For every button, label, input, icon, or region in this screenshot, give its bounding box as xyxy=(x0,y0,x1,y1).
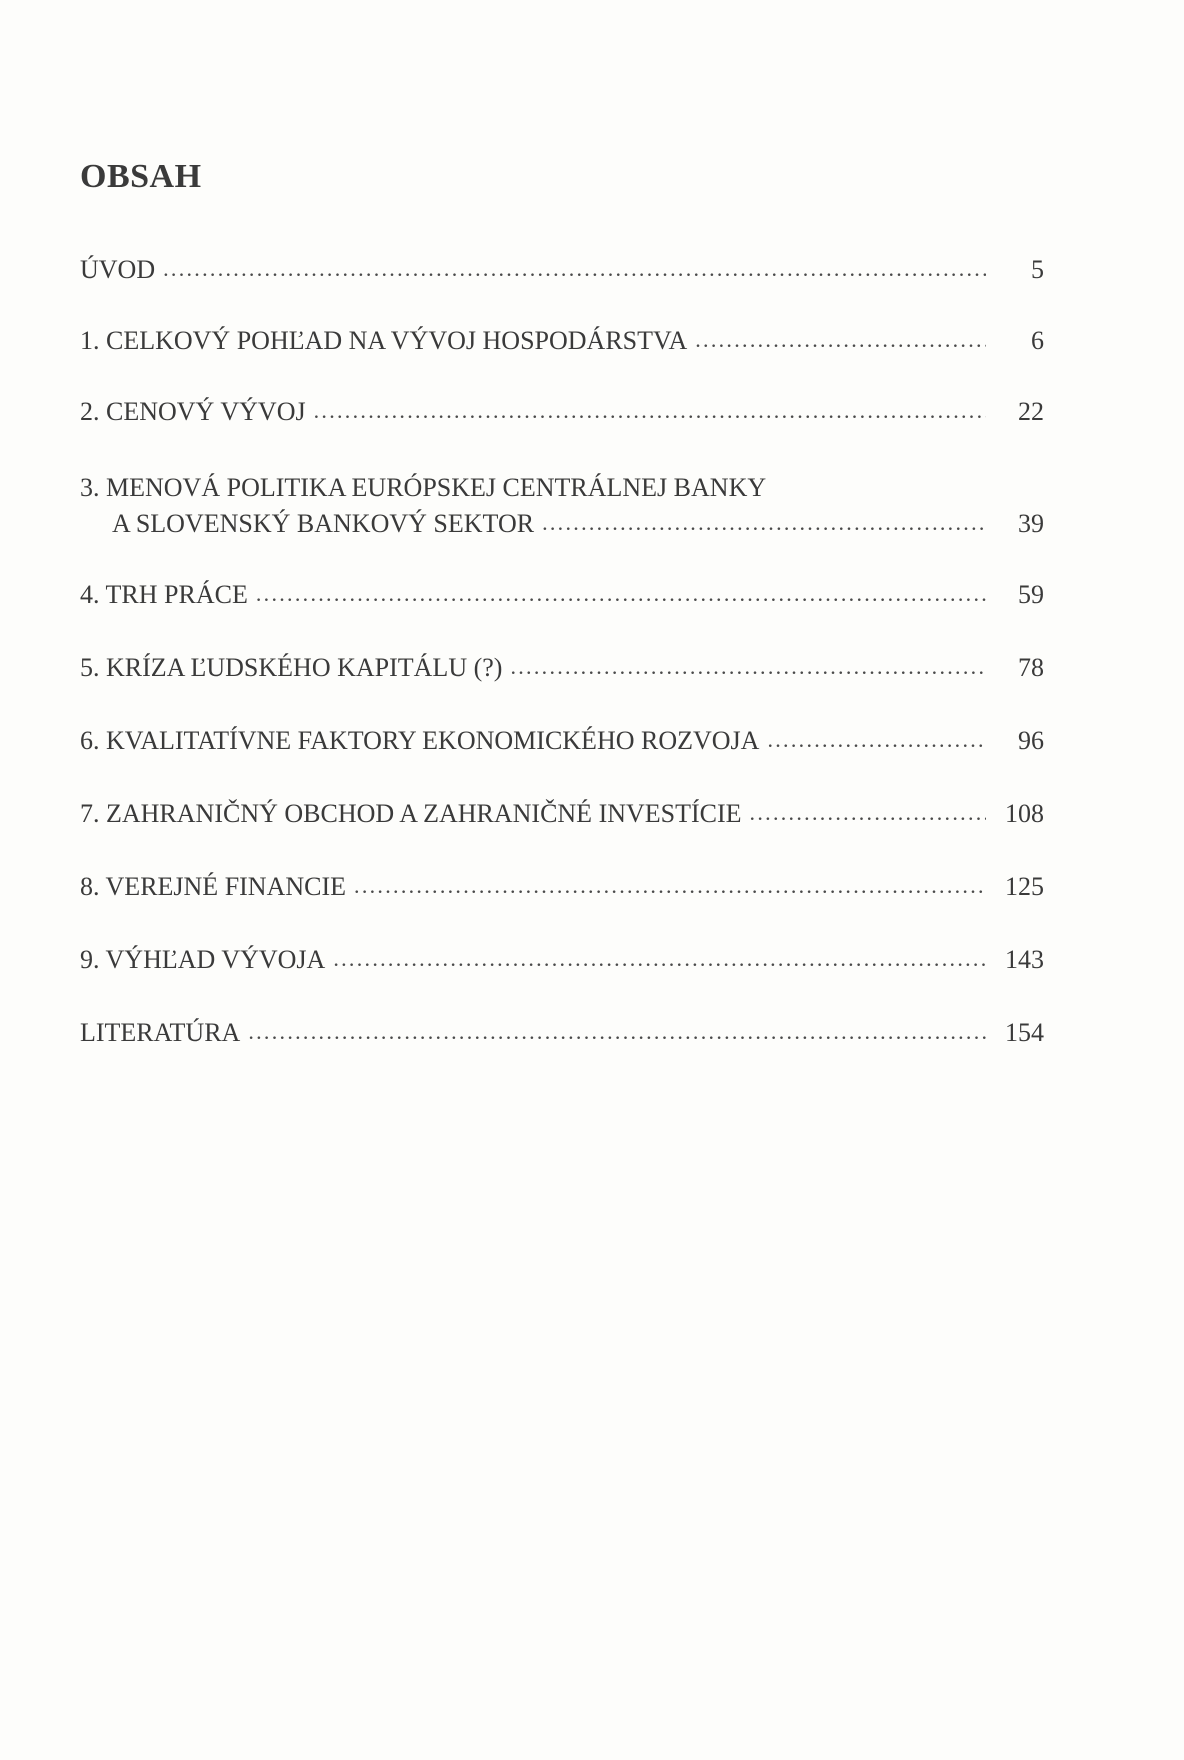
toc-entry-chapter-7[interactable] xyxy=(80,796,1044,833)
toc-entry-page-number: 108 xyxy=(1005,799,1044,828)
dot-leader xyxy=(542,505,986,541)
dot-leader xyxy=(695,322,986,358)
dot-leader xyxy=(354,868,986,904)
toc-entry-title: LITERATÚRA xyxy=(80,1018,241,1047)
toc-entry-page-number: 22 xyxy=(1018,397,1044,426)
dot-leader xyxy=(750,795,986,831)
toc-entry-literatura[interactable] xyxy=(80,1015,1044,1052)
toc-entry-page-number: 6 xyxy=(1031,326,1044,355)
toc-entry-chapter-9[interactable] xyxy=(80,942,1044,979)
toc-entry-chapter-4[interactable] xyxy=(80,577,1044,614)
dot-leader xyxy=(333,941,986,977)
toc-entry-title: 2. CENOVÝ VÝVOJ xyxy=(80,397,306,426)
toc-entry-uvod[interactable] xyxy=(80,252,1044,289)
toc-entry-title: ÚVOD xyxy=(80,255,156,284)
dot-leader xyxy=(248,1014,986,1050)
toc-entry-title-line-1: 3. MENOVÁ POLITIKA EURÓPSKEJ CENTRÁLNEJ BANKY xyxy=(80,473,767,502)
toc-entry-chapter-8[interactable] xyxy=(80,869,1044,906)
toc-entry-page-number: 59 xyxy=(1018,580,1044,609)
toc-entry-chapter-2[interactable] xyxy=(80,394,1044,431)
toc-entry-title: 4. TRH PRÁCE xyxy=(80,580,248,609)
toc-entry-chapter-5[interactable] xyxy=(80,650,1044,687)
toc-entry-chapter-6[interactable] xyxy=(80,723,1044,760)
toc-entry-page-number: 125 xyxy=(1005,872,1044,901)
toc-entry-page-number: 5 xyxy=(1031,255,1044,284)
toc-entry-page-number: 154 xyxy=(1005,1018,1044,1047)
toc-entry-chapter-1[interactable] xyxy=(80,323,1044,360)
toc-entry-page-number: 143 xyxy=(1005,945,1044,974)
toc-entry-page-number: 78 xyxy=(1018,653,1044,682)
dot-leader xyxy=(767,722,986,758)
page-title: OBSAH xyxy=(80,158,202,195)
dot-leader xyxy=(163,251,986,287)
toc-entry-title: 8. VEREJNÉ FINANCIE xyxy=(80,872,347,901)
toc-entry-title: 9. VÝHĽAD VÝVOJA xyxy=(80,945,326,974)
toc-entry-chapter-3[interactable] xyxy=(80,470,1044,543)
toc-entry-title: 1. CELKOVÝ POHĽAD NA VÝVOJ HOSPODÁRSTVA xyxy=(80,326,688,355)
toc-entry-page-number: 39 xyxy=(1018,509,1044,538)
toc-entry-title: 6. KVALITATÍVNE FAKTORY EKONOMICKÉHO ROZVOJA xyxy=(80,726,760,755)
dot-leader xyxy=(256,576,986,612)
toc-entry-title: 7. ZAHRANIČNÝ OBCHOD A ZAHRANIČNÉ INVESTÍCIE xyxy=(80,799,742,828)
toc-entry-title: 5. KRÍZA ĽUDSKÉHO KAPITÁLU (?) xyxy=(80,653,503,682)
dot-leader xyxy=(510,649,986,685)
dot-leader xyxy=(314,393,986,429)
toc-entry-page-number: 96 xyxy=(1018,726,1044,755)
toc-entry-title-line-2: A SLOVENSKÝ BANKOVÝ SEKTOR xyxy=(112,509,535,538)
